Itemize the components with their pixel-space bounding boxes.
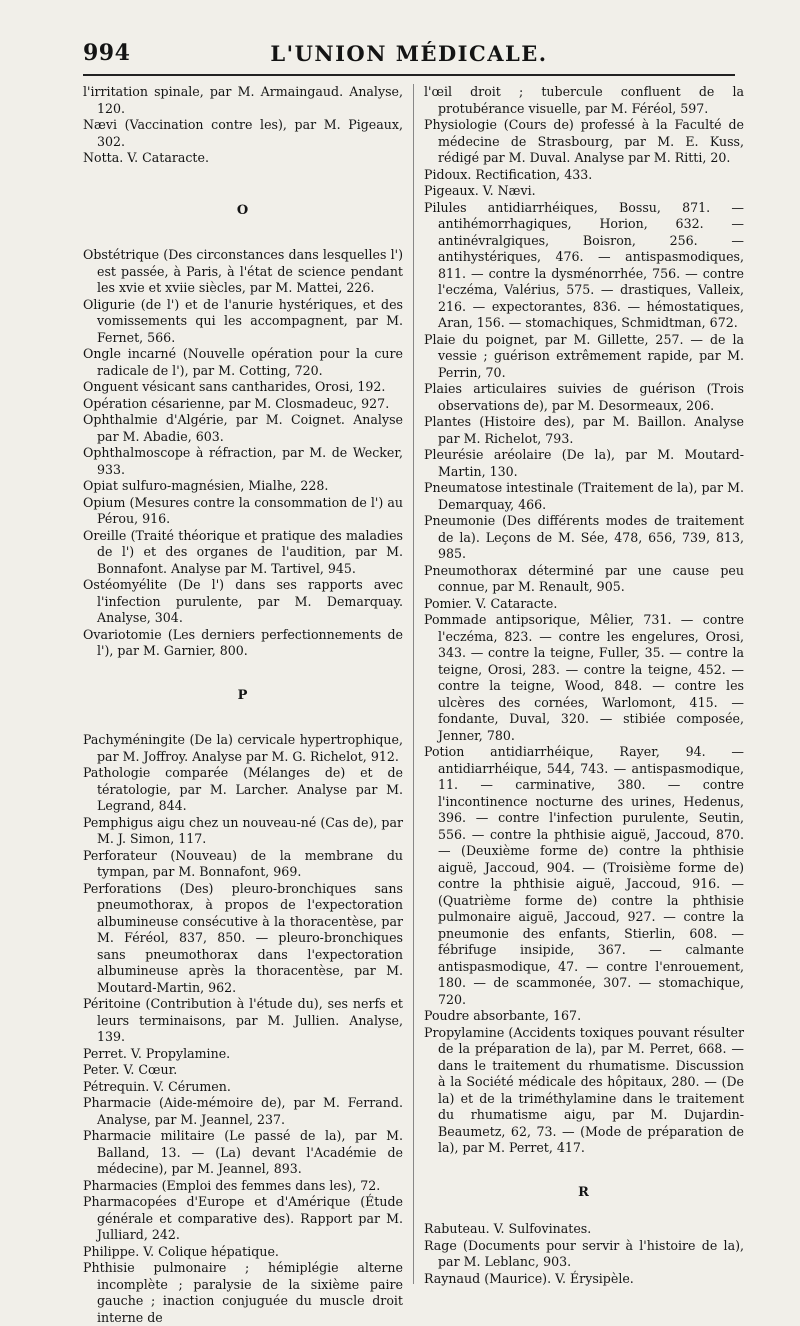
index-entry: Pneumatose intestinale (Traitement de la), par M. Demarquay, 466. bbox=[424, 480, 744, 512]
index-entry: Pidoux. Rectification, 433. bbox=[424, 166, 593, 182]
header-rule bbox=[83, 74, 735, 76]
index-entry: Plaie du poignet, par M. Gillette, 257. — de la vessie ; guérison extrêmement rapide, par M. Perrin, 70. bbox=[424, 331, 744, 380]
index-entry: l'œil droit ; tubercule confluent de la protubérance visuelle, par M. Féréol, 597. bbox=[424, 84, 744, 116]
section-letter-p: P bbox=[237, 687, 249, 703]
index-entry: Ovariotomie (Les derniers perfectionnements de l'), par M. Garnier, 800. bbox=[83, 626, 403, 658]
index-entry: Ophthalmie d'Algérie, par M. Coignet. Analyse par M. Abadie, 603. bbox=[83, 412, 403, 444]
index-entry: Plantes (Histoire des), par M. Baillon. Analyse par M. Richelot, 793. bbox=[424, 414, 744, 446]
index-entry: Pharmacie militaire (Le passé de la), par M. Balland, 13. — (La) devant l'Académie de médecine), par M. Jeannel, 893. bbox=[83, 1128, 403, 1176]
index-entry: Opération césarienne, par M. Closmadeuc, 927. bbox=[83, 395, 390, 411]
section-spacer bbox=[83, 704, 403, 732]
section-spacer bbox=[83, 660, 403, 688]
index-entry: Pachyméningite (De la) cervicale hypertrophique, par M. Joffroy. Analyse par M. G. Richelot, 912. bbox=[83, 732, 403, 764]
column-divider bbox=[413, 84, 414, 1284]
index-entry: Oligurie (de l') et de l'anurie hystériques, et des vomissements qui les accompagnent, par M. Fernet, 566. bbox=[83, 296, 403, 345]
index-entry: Propylamine (Accidents toxiques pouvant résulter de la préparation de la), par M. Perret, 668. — dans le traitement du rhumatisme. Discussion à la Société médicale des hôpitaux, 280. — (De la) et de la triméthylamine dans le traitement du rhumatisme aigu, par M. Dujardin-Beaumetz, 62, 73. — (Mode de préparation de la), par M. Perret, 417. bbox=[424, 1024, 744, 1155]
index-entry: Peter. V. Cœur. bbox=[83, 1062, 178, 1077]
index-entry: Nævi (Vaccination contre les), par M. Pigeaux, 302. bbox=[83, 117, 403, 149]
section-letter-o: O bbox=[236, 202, 250, 218]
index-entry: Notta. V. Cataracte. bbox=[83, 150, 209, 165]
index-entry: Ostéomyélite (De l') dans ses rapports avec l'infection purulente, par M. Demarquay. Analyse, 304. bbox=[83, 577, 403, 625]
index-entry: Opiat sulfuro-magnésien, Mialhe, 228. bbox=[83, 478, 329, 493]
index-entry: Poudre absorbante, 167. bbox=[424, 1008, 582, 1023]
index-entry: Oreille (Traité théorique et pratique des maladies de l') et des organes de l'audition, par M. Bonnafont. Analyse par M. Tartivel, 945. bbox=[83, 527, 403, 576]
index-entry: Perret. V. Propylamine. bbox=[83, 1045, 231, 1061]
index-entry: Pommade antipsorique, Mêlier, 731. — contre l'eczéma, 823. — contre les engelures, Orosi, 343. — contre la teigne, Fuller, 35. — contre la teigne, Orosi, 283. — contre la teigne, 452. — contre la teigne, Wood, 848. — contre les ulcères des cornées, Warlomont, 415. — fondante, Duval, 320. — stibiée composée, Jenner, 780. bbox=[424, 612, 744, 743]
index-entry: Opium (Mesures contre la consommation de l') au Pérou, 916. bbox=[83, 494, 403, 526]
index-entry: Péritoine (Contribution à l'étude du), ses nerfs et leurs terminaisons, par M. Jullien. Analyse, 139. bbox=[83, 996, 403, 1044]
section-letter-r: R bbox=[578, 1184, 590, 1200]
right-column bbox=[424, 84, 744, 1287]
page-number: 994 bbox=[83, 40, 131, 66]
section-spacer bbox=[83, 219, 403, 247]
index-entry: Pneumonie (Des différents modes de traitement de la). Leçons de M. Sée, 478, 656, 739, 813, 985. bbox=[424, 513, 744, 561]
index-entry: Pharmacie (Aide-mémoire de), par M. Ferrand. Analyse, par M. Jeannel, 237. bbox=[83, 1095, 403, 1127]
page-header bbox=[83, 40, 735, 74]
index-entry: Pétrequin. V. Cérumen. bbox=[83, 1078, 231, 1094]
index-entry: Phthisie pulmonaire ; hémiplégie alterne incomplète ; paralysie de la sixième paire gauche ; inaction conjuguée du muscle droit interne de bbox=[83, 1260, 403, 1325]
section-spacer bbox=[83, 167, 403, 203]
index-entry: Pathologie comparée (Mélanges de) et de tératologie, par M. Larcher. Analyse par M. Legrand, 844. bbox=[83, 765, 403, 813]
index-entry: Obstétrique (Des circonstances dans lesquelles l') est passée, à Paris, à l'état de science pendant les xvie et xviie siècles, par M. Mattei, 226. bbox=[83, 247, 403, 295]
index-entry: Ophthalmoscope à réfraction, par M. de Wecker, 933. bbox=[83, 445, 403, 477]
left-column bbox=[83, 84, 403, 1326]
section-spacer bbox=[424, 1157, 744, 1185]
index-entry: Physiologie (Cours de) professé à la Faculté de médecine de Strasbourg, par M. E. Kuss, rédigé par M. Duval. Analyse par M. Ritti, 20. bbox=[424, 117, 744, 165]
index-entry: Pigeaux. V. Nævi. bbox=[424, 183, 536, 198]
index-entry: Pharmacopées d'Europe et d'Amérique (Étude générale et comparative des). Rapport par M. Julliard, 242. bbox=[83, 1194, 403, 1242]
index-entry: Onguent vésicant sans cantharides, Orosi, 192. bbox=[83, 379, 386, 394]
index-entry: Perforations (Des) pleuro-bronchiques sans pneumothorax, à propos de l'expectoration albumineuse consécutive à la thoracentèse, par M. Féréol, 837, 850. — pleuro-bronchiques sans pneumothorax dans l'expectoration albumineuse après la thoracentèse, par M. Moutard-Martin, 962. bbox=[83, 880, 403, 995]
index-entry: Plaies articulaires suivies de guérison (Trois observations de), par M. Desormeaux, 206. bbox=[424, 381, 744, 413]
index-entry: Potion antidiarrhéique, Rayer, 94. — antidiarrhéique, 544, 743. — antispasmodique, 11. — carminative, 380. — contre l'incontinence nocturne des urines, Hedenus, 396. — contre l'infection purulente, Seutin, 556. — contre la phthisie aiguë, Jaccoud, 870. — (Deuxième forme de) contre la phthisie aiguë, Jaccoud, 904. — (Troisième forme de) contre la phthisie aiguë, Jaccoud, 916. — (Quatrième forme de) contre la phthisie pulmonaire aiguë, Jaccoud, 927. — contre la pneumonie des enfants, Stierlin, 608. — fébrifuge insipide, 367. — calmante antispasmodique, 47. — contre l'enrouement, 180. — de scammonée, 307. — stomachique, 720. bbox=[424, 744, 744, 1007]
index-entry: Pharmacies (Emploi des femmes dans les), 72. bbox=[83, 1177, 381, 1193]
index-entry: Pilules antidiarrhéiques, Bossu, 871. — antihémorrhagiques, Horion, 632. — antinévralgiques, Boisron, 256. — antihystériques, 476. — antispasmodiques, 811. — contre la dysménorrhée, 756. — contre l'eczéma, Valérius, 575. — drastiques, Valleix, 216. — expectorantes, 836. — hémostatiques, Aran, 156. — stomachiques, Schmidtman, 672. bbox=[424, 199, 744, 330]
index-entry: Philippe. V. Colique hépatique. bbox=[83, 1243, 279, 1259]
running-title: L'UNION MÉDICALE. bbox=[270, 41, 548, 66]
index-entry: Rage (Documents pour servir à l'histoire de la), par M. Leblanc, 903. bbox=[424, 1237, 744, 1269]
index-entry: l'irritation spinale, par M. Armaingaud. Analyse, 120. bbox=[83, 84, 403, 116]
index-entry: Pemphigus aigu chez un nouveau-né (Cas de), par M. J. Simon, 117. bbox=[83, 814, 403, 846]
index-entry: Pomier. V. Cataracte. bbox=[424, 595, 558, 611]
index-entry: Pneumothorax déterminé par une cause peu connue, par M. Renault, 905. bbox=[424, 562, 744, 594]
index-entry: Pleurésie aréolaire (De la), par M. Moutard-Martin, 130. bbox=[424, 447, 744, 479]
section-spacer bbox=[424, 1201, 744, 1221]
index-entry: Perforateur (Nouveau) de la membrane du tympan, par M. Bonnafont, 969. bbox=[83, 847, 403, 879]
index-entry: Rabuteau. V. Sulfovinates. bbox=[424, 1221, 592, 1236]
index-entry: Raynaud (Maurice). V. Érysipèle. bbox=[424, 1270, 634, 1286]
index-entry: Ongle incarné (Nouvelle opération pour la cure radicale de l'), par M. Cotting, 720. bbox=[83, 346, 403, 378]
